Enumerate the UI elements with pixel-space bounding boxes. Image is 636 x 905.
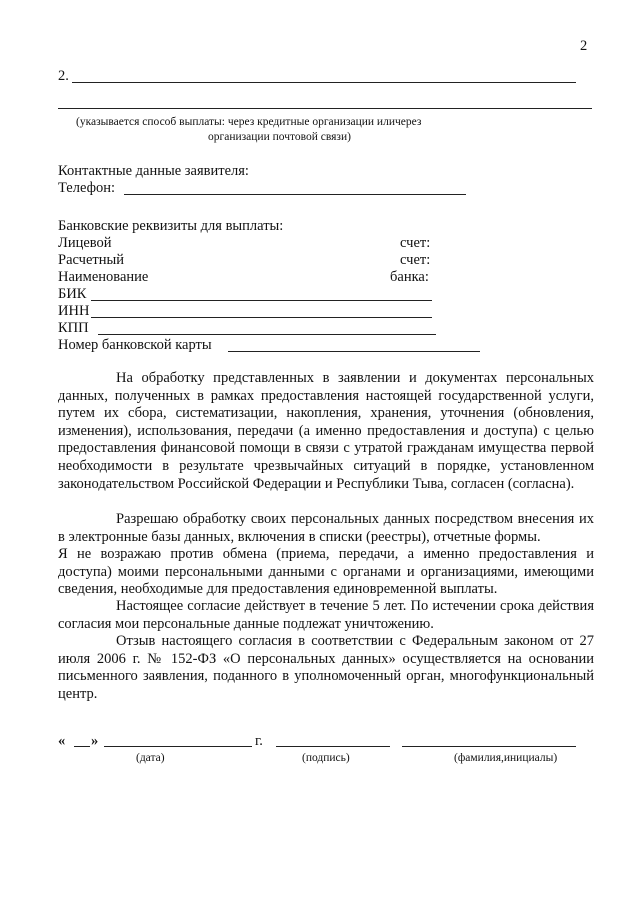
bank-name-suffix: банка: [390,269,429,285]
date-quote-close: » [91,733,99,749]
consent-paragraph-1: На обработку представленных в заявлении и документах персональных данных, полученных в рамках предоставления настоящей государственной услуги, путем их сбора, систематизации, накопления, хранения, уточнения (обновления, изменения), использования, передачи (а именно предоставления и доступа) с целью предоставления финансовой помощи в связи с утратой гражданам имущества первой необходимости в результате чрезвычайных ситуаций в порядке, установленном законодательством Российской Федерации и Республики Тыва, согласен (согласна). [58,370,594,492]
item2-label: 2. [58,68,69,84]
settlement-account-suffix: счет: [400,252,431,268]
item2-note-line1: (указывается способ выплаты: через кредитные организации иличерез [76,116,422,128]
inn-field-line[interactable] [91,317,432,318]
settlement-account-label: Расчетный [58,252,124,268]
full-name-line[interactable] [402,746,576,747]
date-quote-open: « [58,733,66,749]
card-number-field-line[interactable] [228,351,480,352]
phone-label: Телефон: [58,180,116,196]
full-name-caption: (фамилия,инициалы) [454,752,558,764]
date-month-year-line[interactable] [104,746,252,747]
personal-account-suffix: счет: [400,235,431,251]
bank-title: Банковские реквизиты для выплаты: [58,218,284,234]
date-caption: (дата) [136,752,165,764]
kpp-label: КПП [58,320,89,336]
page-number: 2 [580,38,588,54]
contacts-title: Контактные данные заявителя: [58,163,249,179]
consent-paragraph-5: Отзыв настоящего согласия в соответствии с Федеральным законом от 27 июля 2006 г. № 152-ФЗ «О персональных данных» осуществляется на основании письменного заявления, поданного в уполномоченный орган, многофункциональный центр. [58,633,594,702]
inn-label: ИНН [58,303,90,319]
bik-field-line[interactable] [91,300,432,301]
bik-label: БИК [58,286,87,302]
consent-paragraph-2: Разрешаю обработку своих персональных данных посредством внесения их в электронные базы данных, включения в списки (реестры), отчетные формы. [58,511,594,545]
consent-paragraph-4: Настоящее согласие действует в течение 5 лет. По истечении срока действия согласия мои персональные данные подлежат уничтожению. [58,598,594,632]
date-day-line[interactable] [74,746,90,747]
item2-note-line2: организации почтовой связи) [208,131,351,143]
card-number-label: Номер банковской карты [58,337,212,353]
bank-name-label: Наименование [58,269,149,285]
phone-field-line[interactable] [124,194,466,195]
year-suffix: г. [255,733,263,749]
consent-paragraph-3: Я не возражаю против обмена (приема, передачи, а именно предоставления и доступа) моими персональными данными с органами и организациями, имеющими сведения, необходимые для предоставления единовременной выплаты. [58,546,594,598]
item2-line-2[interactable] [58,108,592,109]
signature-caption: (подпись) [302,752,350,764]
signature-line[interactable] [276,746,390,747]
personal-account-label: Лицевой [58,235,112,251]
kpp-field-line[interactable] [98,334,436,335]
item2-line-1[interactable] [72,82,576,83]
